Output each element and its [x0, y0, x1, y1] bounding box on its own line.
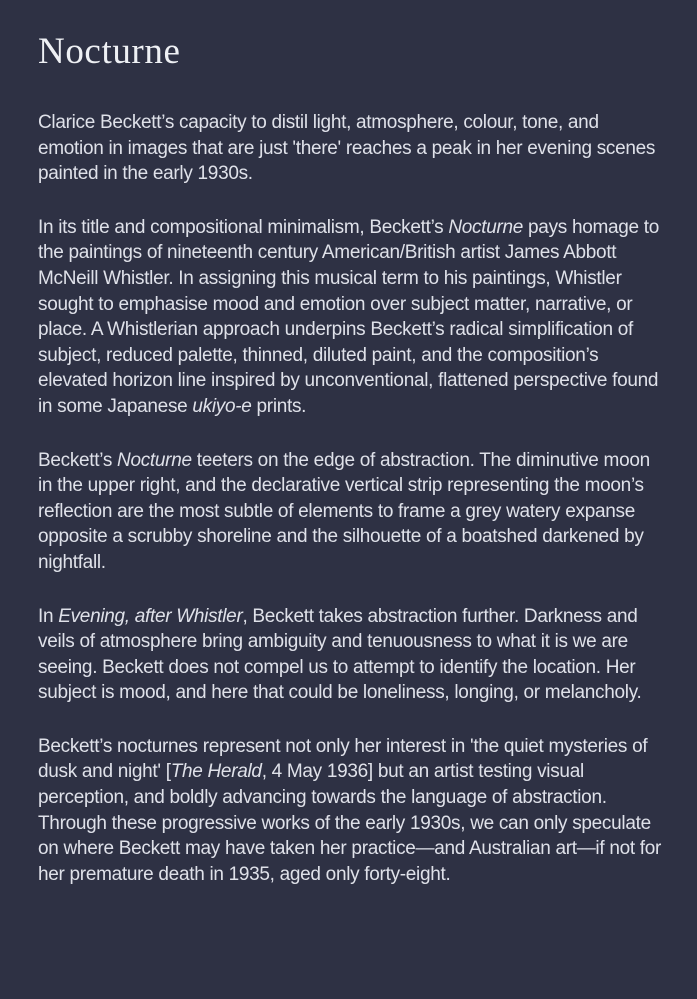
body-text: teeters on the edge of abstraction. The diminutive moon in the upper right, and the declarative vertical strip representing the moon’s reflection are the most subtle of elements to frame a grey watery expanse opposite a scrubby shoreline and the silhouette of a boatshed darkened by nightfall. — [38, 449, 650, 573]
body-text: In its title and compositional minimalism, Beckett’s — [38, 216, 449, 238]
article-body — [38, 110, 665, 887]
paragraph-4 — [38, 604, 665, 706]
italic-text: Nocturne — [448, 216, 524, 238]
body-text: Beckett’s — [38, 449, 118, 471]
paragraph-2 — [38, 215, 665, 420]
paragraph-3 — [38, 448, 665, 576]
italic-text: ukiyo-e — [192, 395, 252, 417]
page-title: Nocturne — [38, 31, 181, 72]
body-text: , Beckett takes abstraction further. Darkness and veils of atmosphere bring ambiguity and tenuousness to what it is we are seeing. Beckett does not compel us to attempt to identify the location. Her subject is mood, and here that could be loneliness, longing, or melancholy. — [38, 605, 642, 704]
body-text: , 4 May 1936] but an artist testing visual perception, and boldly advancing towards the language of abstraction. Through these progressive works of the early 1930s, we can only speculate on where Beckett may have taken her practice—and Australian art—if not for her premature death in 1935, aged only forty-eight. — [38, 761, 662, 885]
body-text: prints. — [251, 395, 307, 417]
italic-text: Evening, after Whistler — [58, 605, 243, 627]
italic-text: Nocturne — [117, 449, 192, 471]
body-text: Beckett’s nocturnes represent not only her interest in 'the quiet mysteries of dusk and night' [ — [38, 735, 648, 783]
body-text: In — [38, 605, 59, 627]
body-text: pays homage to the paintings of nineteenth century American/British artist James Abbott McNeill Whistler. In assigning this musical term to his paintings, Whistler sought to emphasise mood and emotion over subject matter, narrative, or place. A Whistlerian approach underpins Beckett’s radical simplification of subject, reduced palette, thinned, diluted paint, and the composition’s elevated horizon line inspired by unconventional, flattened perspective found in some Japanese — [38, 216, 660, 417]
body-text: Clarice Beckett’s capacity to distil light, atmosphere, colour, tone, and emotion in images that are just 'there' reaches a peak in her evening scenes painted in the early 1930s. — [38, 112, 656, 185]
paragraph-1 — [38, 110, 665, 187]
paragraph-5 — [38, 734, 665, 888]
italic-text: The Herald — [170, 761, 262, 783]
